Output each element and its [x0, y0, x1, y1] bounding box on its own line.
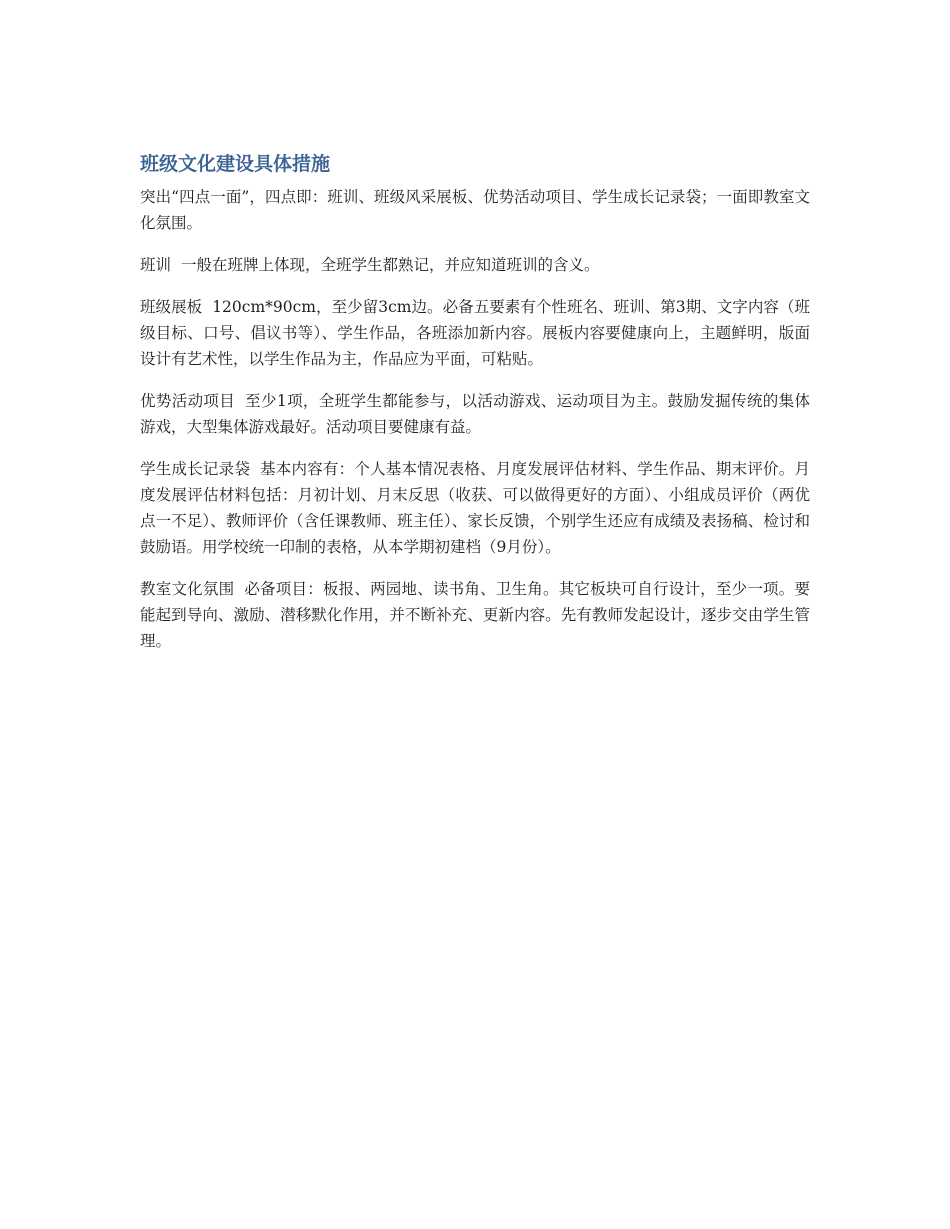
- paragraph-display-board: [140, 294, 810, 372]
- paragraph-term: 优势活动项目: [140, 392, 236, 410]
- paragraph-activity-project: [140, 388, 810, 440]
- paragraph-class-motto: [140, 252, 810, 278]
- document-page: [140, 150, 810, 670]
- paragraph-text: 至少1项，全班学生都能参与，以活动游戏、运动项目为主。鼓励发掘传统的集体游戏，大型集体游戏最好。活动项目要健康有益。: [140, 392, 810, 436]
- document-title: 班级文化建设具体措施: [140, 153, 331, 175]
- paragraph-term: 教室文化氛围: [140, 580, 235, 598]
- paragraph-classroom-atmosphere: [140, 576, 810, 654]
- paragraph-term: 班级展板: [140, 298, 203, 316]
- paragraph-term: 学生成长记录袋: [140, 460, 251, 478]
- paragraph-term: 班训: [140, 256, 172, 274]
- paragraph-growth-record: [140, 456, 810, 560]
- paragraph-text: 120cm*90cm，至少留3cm边。必备五要素有个性班名、班训、第3期、文字内容（班级目标、口号、倡议书等）、学生作品，各班添加新内容。展板内容要健康向上，主题鲜明，版面设计有艺术性，以学生作品为主，作品应为平面，可粘贴。: [140, 298, 810, 368]
- paragraph-text: 必备项目：板报、两园地、读书角、卫生角。其它板块可自行设计，至少一项。要能起到导向、激励、潜移默化作用，并不断补充、更新内容。先有教师发起设计，逐步交由学生管理。: [140, 580, 810, 650]
- paragraph-intro: [140, 184, 810, 236]
- paragraph-text: 一般在班牌上体现，全班学生都熟记，并应知道班训的含义。: [181, 256, 600, 274]
- paragraph-text: 突出“四点一面”，四点即：班训、班级风采展板、优势活动项目、学生成长记录袋；一面即教室文化氛围。: [140, 188, 810, 232]
- paragraph-text: 基本内容有：个人基本情况表格、月度发展评估材料、学生作品、期末评价。月度发展评估材料包括：月初计划、月末反思（收获、可以做得更好的方面）、小组成员评价（两优点一不足）、教师评价（含任课教师、班主任）、家长反馈，个别学生还应有成绩及表扬稿、检讨和鼓励语。用学校统一印制的表格，从本学期初建档（9月份）。: [140, 460, 810, 556]
